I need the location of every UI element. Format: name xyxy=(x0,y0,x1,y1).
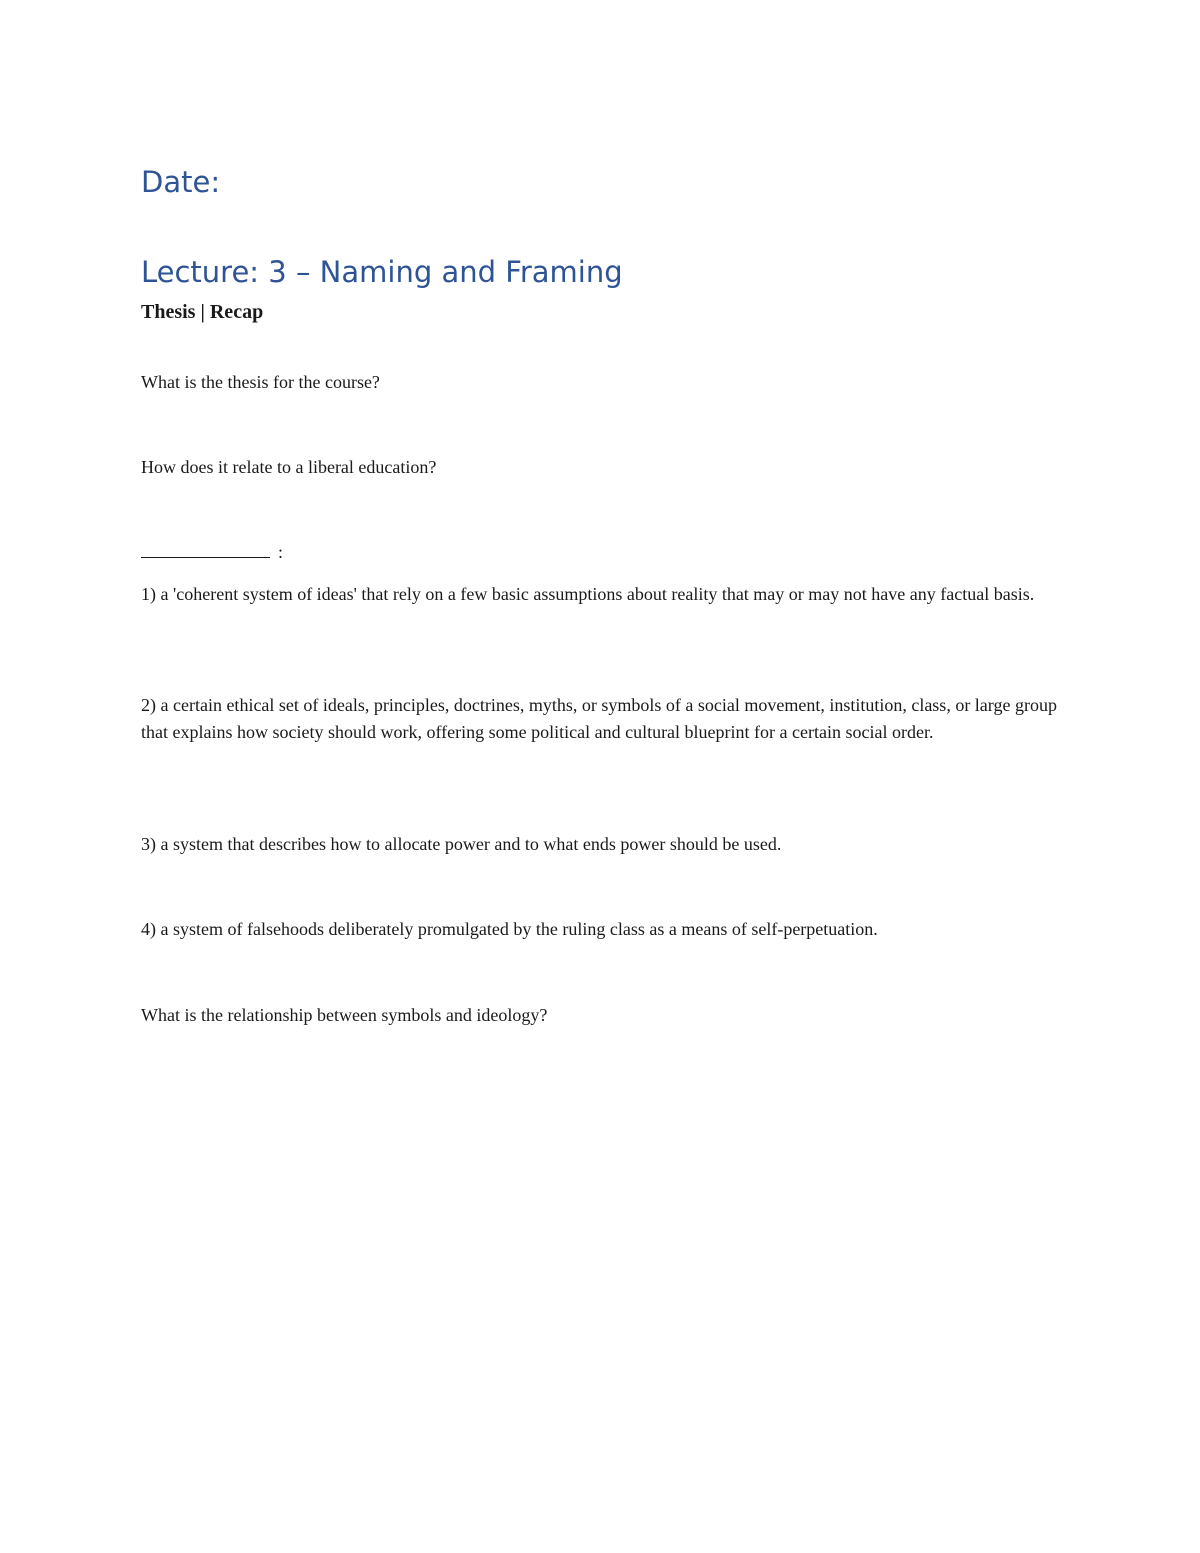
definition-4: 4) a system of falsehoods deliberately promulgated by the ruling class as a means of self-perpetuation. xyxy=(141,919,878,939)
definition-3: 3) a system that describes how to allocate power and to what ends power should be used. xyxy=(141,834,782,854)
blank-suffix: : xyxy=(278,542,284,562)
question-symbols-ideology: What is the relationship between symbols and ideology? xyxy=(141,1005,548,1025)
fill-in-blank-term xyxy=(141,539,1071,566)
question-thesis: What is the thesis for the course? xyxy=(141,372,380,392)
blank-line xyxy=(141,539,270,558)
lecture-title: Lecture: 3 – Naming and Framing xyxy=(141,255,623,289)
date-heading: Date: xyxy=(141,165,221,199)
definition-2: 2) a certain ethical set of ideals, principles, doctrines, myths, or symbols of a social movement, institution, class, or large group that explains how society should work, offering some political and cultural blueprint for a certain social order. xyxy=(141,695,1057,742)
definition-1: 1) a 'coherent system of ideas' that rely on a few basic assumptions about reality that may or may not have any factual basis. xyxy=(141,584,1035,604)
question-liberal-education: How does it relate to a liberal education? xyxy=(141,457,437,477)
section-heading: Thesis | Recap xyxy=(141,301,264,323)
